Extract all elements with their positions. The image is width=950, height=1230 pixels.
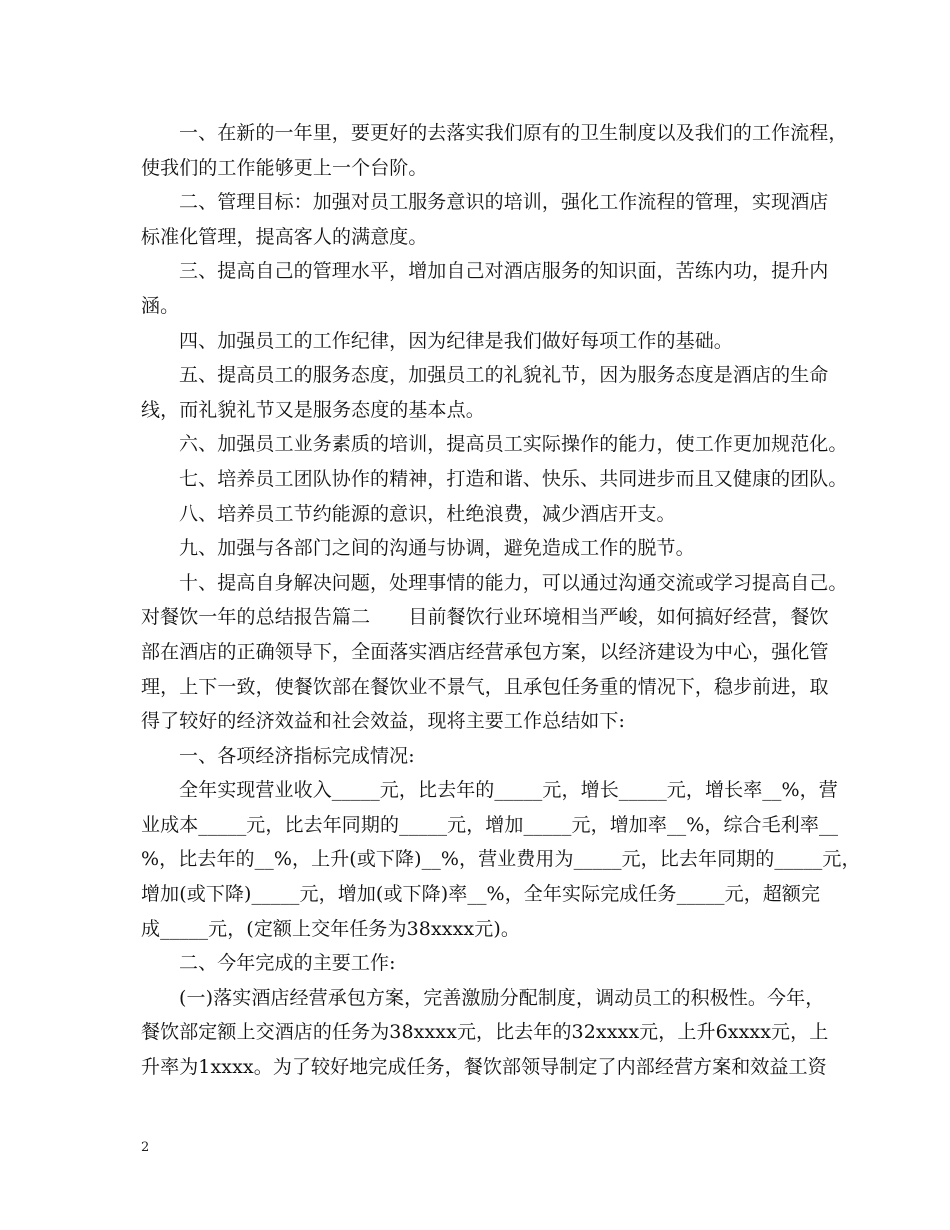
text-line: 二、今年完成的主要工作: [179,952,396,975]
text-line: 十、提高自身解决问题，处理事情的能力，可以通过沟通交流或学习提高自己。 [179,571,848,594]
text-line: 全年实现营业收入_____元，比去年的_____元，增长_____元，增长率__%，营 [179,779,838,802]
text-line: 七、培养员工团队协作的精神，打造和谐、快乐、共同进步而且又健康的团队。 [179,467,848,490]
text-line: 得了较好的经济效益和社会效益，现将主要工作总结如下: [141,710,626,733]
text-line: 八、培养员工节约能源的意识，杜绝浪费，减少酒店开支。 [179,502,676,525]
text-line: 理，上下一致，使餐饮部在餐饮业不景气，且承包任务重的情况下，稳步前进，取 [141,675,829,698]
page-number: 2 [141,1140,150,1155]
text-line: 三、提高自己的管理水平，增加自己对酒店服务的知识面，苦练内功，提升内 [179,260,829,283]
text-line: 六、加强员工业务素质的培训，提高员工实际操作的能力，使工作更加规范化。 [179,433,848,456]
text-line: 线，而礼貌礼节又是服务态度的基本点。 [141,398,485,421]
text-line: (一)落实酒店经营承包方案，完善激励分配制度，调动员工的积极性。今年， [179,986,825,1009]
text-line: 标准化管理，提高客人的满意度。 [141,225,428,248]
text-line: 成_____元，(定额上交年任务为38xxxx元)。 [141,917,520,940]
text-line: 使我们的工作能够更上一个台阶。 [141,156,428,179]
text-line: 增加(或下降)_____元，增加(或下降)率__%，全年实际完成任务_____元，超额完 [141,883,821,906]
text-line: 部在酒店的正确领导下，全面落实酒店经营承包方案，以经济建设为中心，强化管 [141,640,829,663]
text-line: 四、加强员工的工作纪律，因为纪律是我们做好每项工作的基础。 [179,329,733,352]
text-line: 一、在新的一年里，要更好的去落实我们原有的卫生制度以及我们的工作流程， [179,122,848,144]
text-line: 餐饮部定额上交酒店的任务为38xxxx元，比去年的32xxxx元，上升6xxxx元，上 [141,1021,829,1044]
text-line: 一、各项经济指标完成情况: [179,744,415,767]
text-line: %，比去年的__%，上升(或下降)__%，营业费用为_____元，比去年同期的_____元， [141,848,861,871]
document-body [141,116,861,1085]
text-line: 对餐饮一年的总结报告篇二 目前餐饮行业环境相当严峻，如何搞好经营，餐饮 [141,606,829,629]
text-line: 升率为1xxxx。为了较好地完成任务，餐饮部领导制定了内部经营方案和效益工资 [141,1056,827,1079]
text-line: 二、管理目标：加强对员工服务意识的培训，强化工作流程的管理，实现酒店 [179,191,829,214]
text-line: 五、提高员工的服务态度，加强员工的礼貌礼节，因为服务态度是酒店的生命 [179,364,829,387]
text-line: 业成本_____元，比去年同期的_____元，增加_____元，增加率__%，综合毛利率__ [141,813,839,836]
text-line: 九、加强与各部门之间的沟通与协调，避免造成工作的脱节。 [179,537,695,560]
text-line: 涵。 [141,294,180,317]
